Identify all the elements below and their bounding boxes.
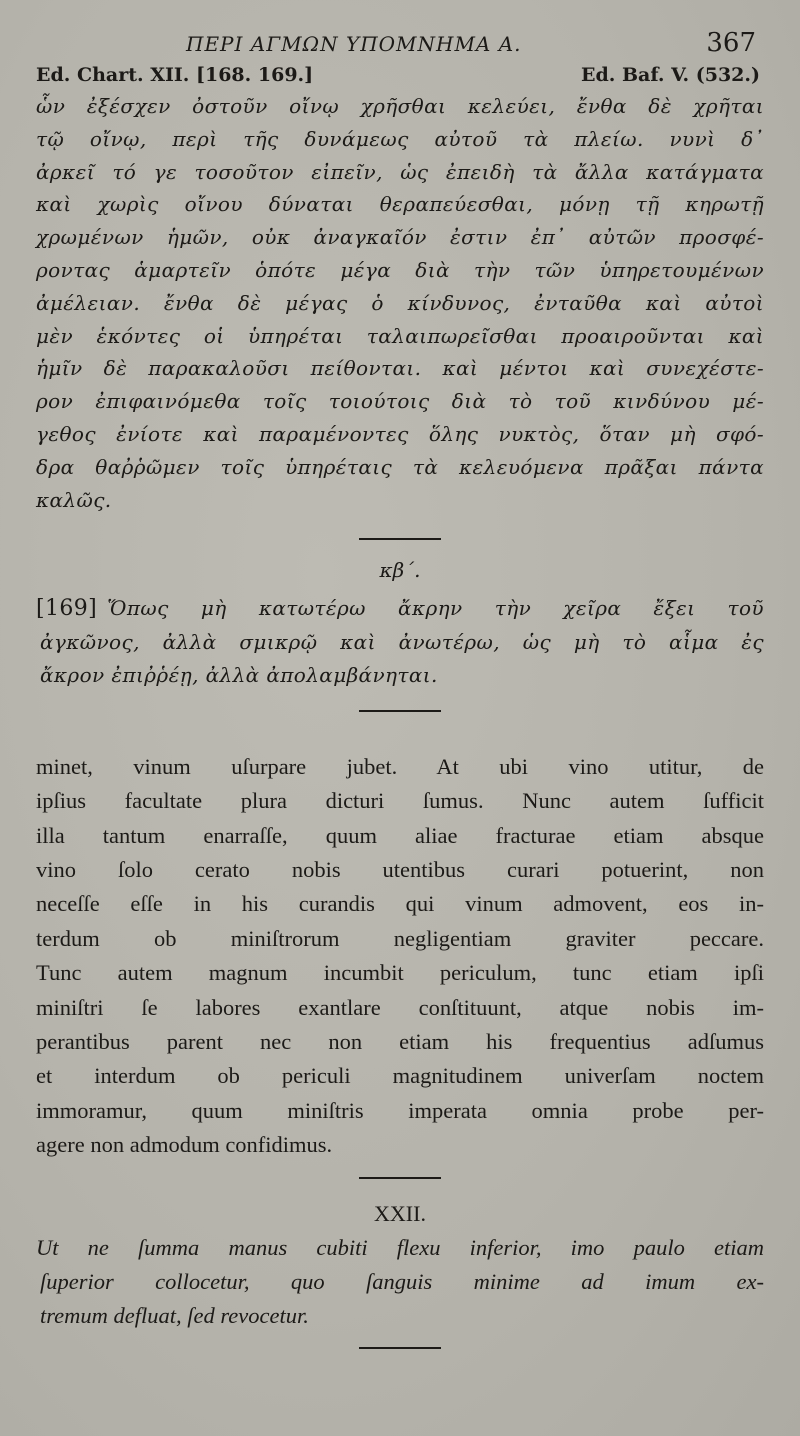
edition-chartier-ref: Ed. Chart. XII. [168. 169.] [36, 64, 314, 86]
greek-line: μὲν ἑκόντες οἱ ὑπηρέται ταλαιπωρεῖσθαι προαιροῦνται καὶ [36, 323, 764, 348]
section-divider [359, 1177, 441, 1179]
latin-line: Tunc autem magnum incumbit periculum, tunc etiam ipſi [36, 960, 764, 986]
greek-line: ἀρκεῖ τό γε τοσοῦτον εἰπεῖν, ὡς ἐπειδὴ τὰ ἄλλα κατάγματα [36, 159, 764, 184]
section-divider [359, 1347, 441, 1349]
greek-line: ἡμῖν δὲ παρακαλοῦσι πείθονται. καὶ μέντοι καὶ συνεχέστε- [36, 356, 764, 381]
section-divider [359, 710, 441, 712]
bracket-page-ref: [169] [36, 596, 98, 622]
edition-line [36, 64, 764, 90]
greek-line: χρωμένων ἡμῶν, οὐκ ἀναγκαῖόν ἐστιν ἐπ᾽ αὐτῶν προσφέ- [36, 225, 764, 250]
running-head [36, 28, 764, 64]
greek-chapter-line [36, 592, 764, 626]
greek-line: τῷ οἴνῳ, περὶ τῆς δυνάμεως αὐτοῦ τὰ πλείω. νυνὶ δ᾽ [36, 126, 764, 151]
latin-line: terdum ob miniſtrorum negligentiam graviter peccare. [36, 925, 764, 951]
greek-chapter-line-text: Ὅπως μὴ κατωτέρω ἄκρην τὴν χεῖρα ἔξει τοῦ [107, 596, 764, 621]
latin-line: ipſius facultate plura dicturi ſumus. Nunc autem ſufficit [36, 788, 764, 814]
latin-chapter-number: XXII. [374, 1200, 426, 1226]
latin-heading-line: Ut ne ſumma manus cubiti flexu inferior, imo paulo etiam [36, 1234, 764, 1260]
greek-chapter-line: ἄκρον ἐπιῤῥέῃ, ἀλλὰ ἀπολαμβάνηται. [40, 662, 438, 687]
greek-line: ἀμέλειαν. ἔνθα δὲ μέγας ὁ κίνδυνος, ἐνταῦθα καὶ αὐτοὶ [36, 290, 764, 315]
greek-line: δρα θαῤῥῶμεν τοῖς ὑπηρέταις τὰ κελευόμενα πρᾶξαι πάντα [36, 454, 764, 479]
greek-chapter-text [36, 592, 764, 691]
latin-line: vino ſolo cerato nobis utentibus curari potuerint, non [36, 856, 764, 882]
latin-line: agere non admodum confidimus. [36, 1132, 333, 1158]
greek-chapter-number: κβ΄. [379, 558, 421, 583]
running-title: ΠΕΡΙ ΑΓΜΩΝ ΥΠΟΜΝΗΜΑ Α. [186, 32, 522, 56]
greek-chapter-line: ἀγκῶνος, ἀλλὰ σμικρῷ καὶ ἀνωτέρω, ὡς μὴ τὸ αἷμα ἐς [40, 630, 764, 655]
latin-line: minet, vinum uſurpare jubet. At ubi vino utitur, de [36, 753, 764, 779]
latin-line: miniſtri ſe labores exantlare conſtituunt, atque nobis im- [36, 994, 764, 1020]
greek-line: ὧν ἐξέσχεν ὀστοῦν οἴνῳ χρῆσθαι κελεύει, ἔνθα δὲ χρῆται [36, 94, 764, 118]
greek-line: ρον ἐπιφαινόμεθα τοῖς τοιούτοις διὰ τὸ τοῦ κινδύνου μέ- [36, 389, 764, 414]
latin-line: immoramur, quum miniſtris imperata omnia probe per- [36, 1097, 764, 1123]
latin-line: perantibus parent nec non etiam his frequentius adſumus [36, 1029, 764, 1054]
latin-chapter-heading [36, 1231, 764, 1333]
section-divider [359, 538, 441, 540]
greek-line: καλῶς. [36, 487, 112, 512]
greek-line: ροντας ἁμαρτεῖν ὁπότε μέγα διὰ τὴν τῶν ὑπηρετουμένων [36, 257, 764, 282]
greek-paragraph [36, 90, 764, 516]
latin-heading-line: tremum defluat, ſed revocetur. [40, 1302, 309, 1328]
latin-paragraph [36, 750, 764, 1163]
latin-heading-line: ſuperior collocetur, quo ſanguis minime ad imum ex- [40, 1268, 764, 1294]
latin-line: neceſſe eſſe in his curandis qui vinum admovent, eos in- [36, 891, 764, 917]
greek-line: γεθος ἐνίοτε καὶ παραμένοντες ὅλης νυκτὸς, ὅταν μὴ σφό- [36, 421, 764, 446]
latin-line: et interdum ob periculi magnitudinem univerſam noctem [36, 1063, 764, 1089]
edition-basel-ref: Ed. Baf. V. (532.) [581, 64, 760, 86]
page-number: 367 [706, 28, 756, 58]
latin-line: illa tantum enarraſſe, quum aliae fracturae etiam absque [36, 822, 764, 848]
greek-line: καὶ χωρὶς οἴνου δύναται θεραπεύεσθαι, μόνῃ τῇ κηρωτῇ [36, 192, 764, 217]
